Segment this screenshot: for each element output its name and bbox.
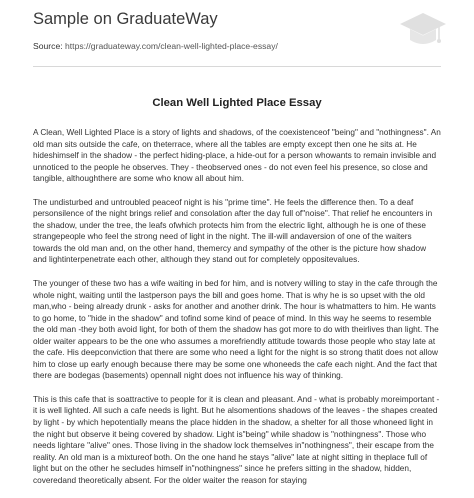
essay-title: Clean Well Lighted Place Essay bbox=[152, 97, 322, 109]
source-url-link[interactable]: https://graduateway.com/clean-well-lighted-place-essay/ bbox=[65, 41, 278, 51]
page-header bbox=[0, 0, 474, 62]
header-divider bbox=[33, 66, 441, 67]
essay-paragraph-3: The younger of these two has a wife waiting in bed for him, and is notvery willing to stay in the cafe through the whole night, waiting until the lastperson pays the bill and goes home. That is why he is so upset with the old man,who - being already drunk - asks for another and another drink. The hour is whatmatters to him. He wants to go home, to "hide in the shadow" and tofind some kind of peace of mind. In this way he seems to resemble the old man -they both avoid light, for both of them the shadow has got more to do with theirlives than light. The older waiter appears to be the one who assumes a morefriendly attitude towards those people who stay late at the cafe. His deepconviction that there are some who need a light for the night is so strong thatit does not allow him to close up early enough because there may be some one whoneeds the cafe each night. And the fact that there are bodegas (basements) opennall night does not influence his way of thinking. bbox=[33, 279, 439, 381]
site-title[interactable]: Sample on GraduateWay bbox=[33, 10, 218, 28]
essay-body bbox=[33, 127, 442, 498]
source-line bbox=[33, 41, 278, 51]
graduation-cap-icon bbox=[399, 10, 447, 50]
essay-paragraph-1: A Clean, Well Lighted Place is a story of lights and shadows, of the coexistenceof "being" and "nothingness". An old man sits outside the cafe, on theterrace, where all the tables are empty except then one he sits at. He hideshimself in the shadow - the perfect hiding-place, a hide-out for a person whowants to remain invisible and unnoticed to the people he observes. They - theobserved ones - do not even feel his presence, so close and tangible, althoughthere are some who know all about him. bbox=[33, 128, 441, 184]
source-label: Source: bbox=[33, 41, 63, 51]
essay-paragraph-2: The undisturbed and untroubled peaceof night is his "prime time". He feels the difference then. To a deaf personsilence of the night brings relief and consolation after the day full of"noise". That relief he encounters in the shadow, under the tree, the leafs ofwhich protects him from the electric light, although he is one of these strangepeople who feel the strong need of light in the night. The ill-will andaversion of one of the waiters towards the old man and, on the other hand, themercy and sympathy of the other is the picture how shadow and lightinterpenetrate each other, although they stand out for completely oppositevalues. bbox=[33, 197, 433, 265]
essay-paragraph-4: This is this cafe that is soattractive to people for it is clean and pleasant. And - what is probably moreimportant - it is well lighted. All such a cafe needs is light. But he alsomentions shadows of the leaves - the shapes created by light - by which hepotentially means the place hidden in the shadow, a shelter for all those whoneed light in the night but observe it being covered by shadow. Light is"being" while shadow is "nothingness". Those who needs lightare "alive" ones. Those living in the shadow lock themselves in"nothingness", their escape from the reality. An old man is a mixtureof both. On the one hand he stays "alive" late at night sitting in theplace full of light but on the other he secludes himself in"nothingness" since he prefers sitting in the shadow, hidden, coveredand theoretically absent. For the older waiter the reason for staying bbox=[33, 394, 440, 485]
